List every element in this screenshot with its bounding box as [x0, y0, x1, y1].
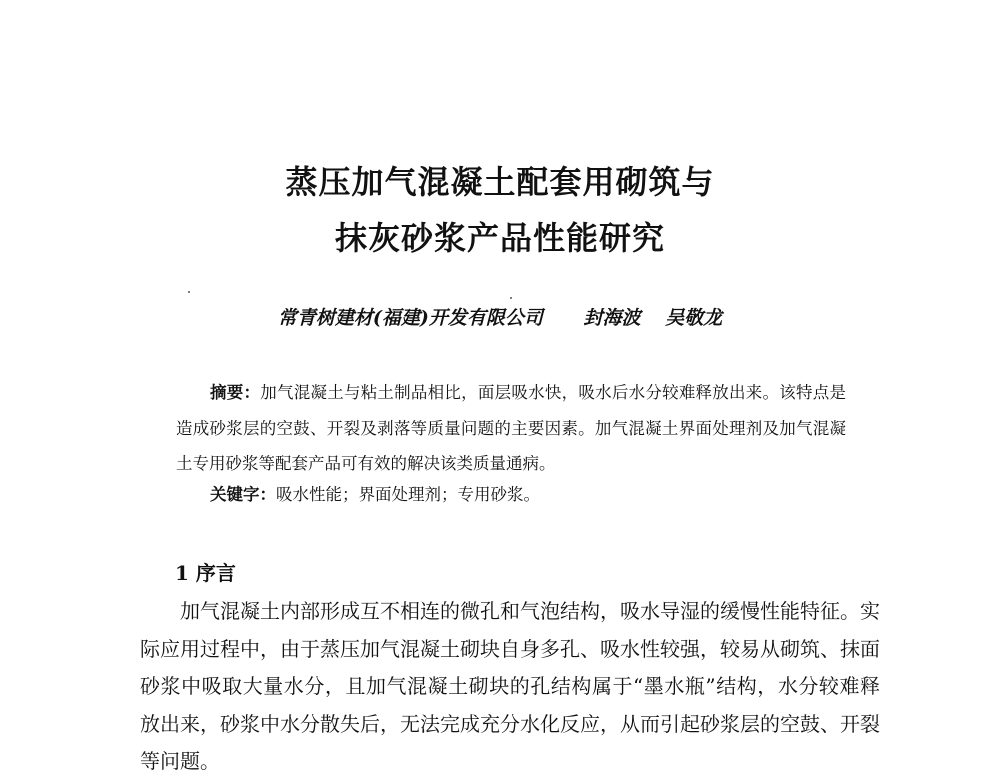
author-name: 吴敬龙 [665, 307, 723, 329]
author-name: 封海波 [583, 307, 641, 329]
body-paragraph: 加气混凝土内部形成互不相连的微孔和气泡结构，吸水导湿的缓慢性能特征。实际应用过程中，由于蒸压加气混凝土砌块自身多孔、吸水性较强，较易从砌筑、抹面砂浆中吸取大量水分，且加气混凝土砌块的孔结构属于“墨水瓶”结构，水分较难释放出来，砂浆中水分散失后，无法完成充分水化反应，从而引起砂浆层的空鼓、开裂等问题。 [140, 599, 880, 773]
paper-title-line-2: 抹灰砂浆产品性能研究 [334, 219, 665, 257]
paper-title-line-1: 蒸压加气混凝土配套用砌筑与 [285, 163, 715, 201]
keywords-label: 关键字： [210, 485, 276, 504]
abstract-text: 加气混凝土与粘土制品相比，面层吸水快，吸水后水分较难释放出来。该特点是造成砂浆层的空鼓、开裂及剥落等质量问题的主要因素。加气混凝土界面处理剂及加气混凝土专用砂浆等配套产品可有效的解决该类质量通病。 [176, 383, 847, 473]
abstract [176, 375, 846, 482]
section-body [140, 593, 880, 781]
scan-speck [510, 297, 512, 299]
abstract-label: 摘要： [210, 383, 261, 402]
keywords-text: 吸水性能；界面处理剂；专用砂浆。 [276, 485, 540, 504]
scan-speck [188, 291, 190, 293]
author-line [0, 305, 1000, 331]
section-heading: 1 序言 [175, 561, 236, 585]
keywords [210, 482, 540, 508]
affiliation: 常青树建材(福建)开发有限公司 [277, 307, 543, 329]
